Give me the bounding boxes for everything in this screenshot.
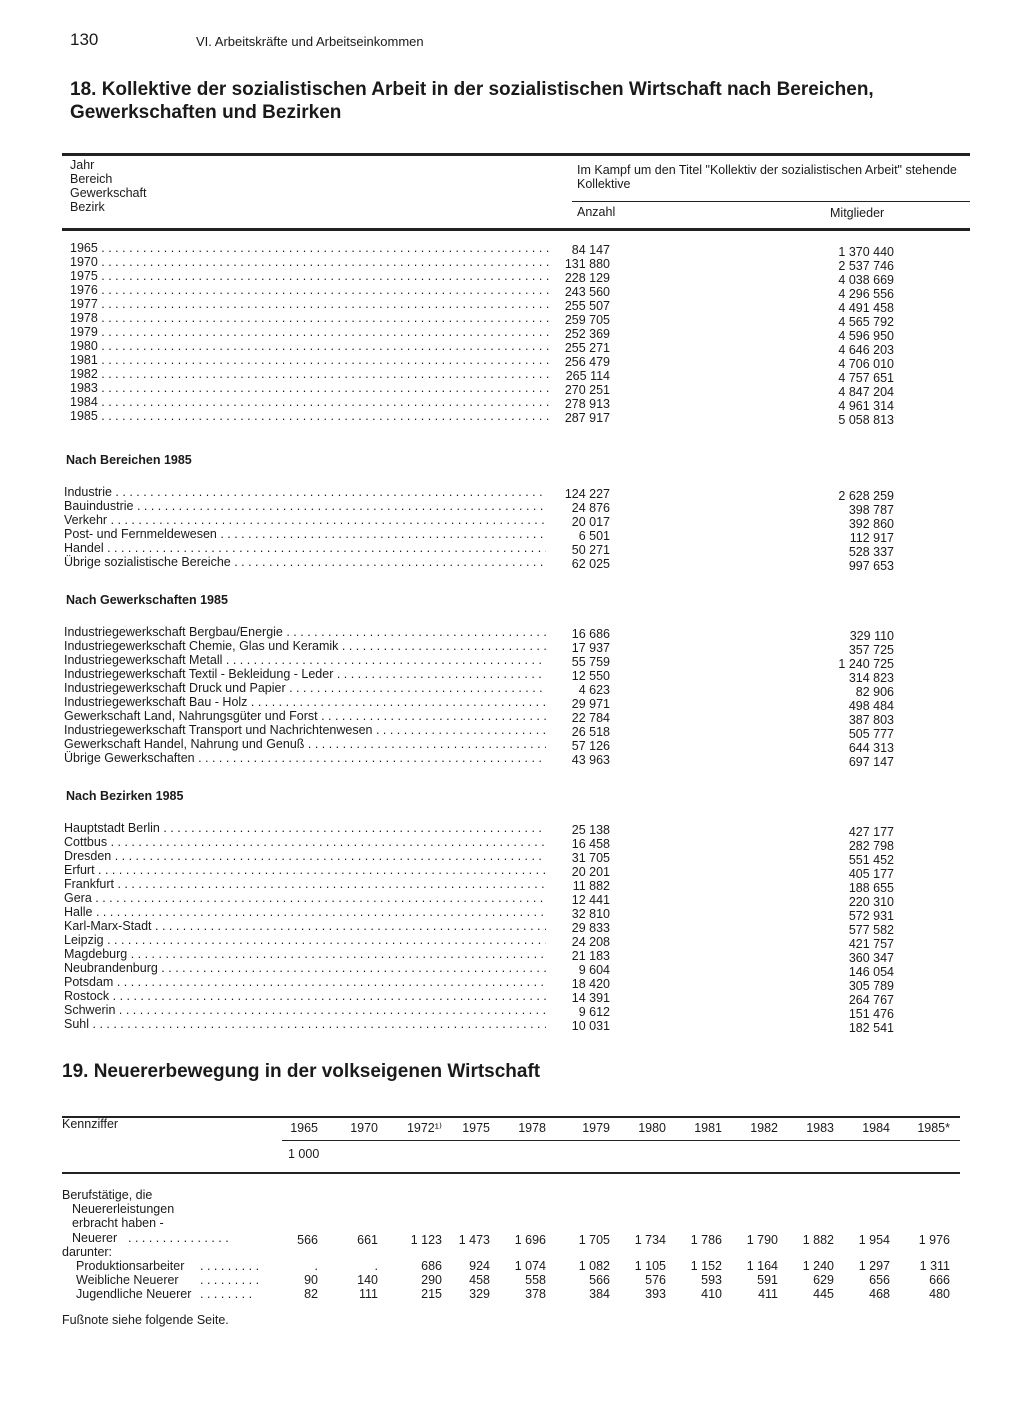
cell-value: 593 (701, 1273, 722, 1287)
mitglieder-value: 421 757 (848, 937, 894, 951)
cell-value: 1 705 (578, 1233, 610, 1247)
cell-value: 1 082 (578, 1259, 610, 1273)
row-label: Jugendliche Neuerer (76, 1287, 192, 1301)
row-label: Übrige sozialistische Bereiche . . . (64, 555, 546, 569)
anzahl-value: 243 560 (564, 285, 610, 299)
cell-value: 566 (297, 1233, 318, 1247)
anzahl-value: 55 759 (571, 655, 610, 669)
anzahl-value: 10 031 (571, 1019, 610, 1033)
mitglieder-value: 264 767 (848, 993, 894, 1007)
cell-value: 558 (525, 1273, 546, 1287)
footnote: Fußnote siehe folgende Seite. (62, 1313, 229, 1327)
row-label: Karl-Marx-Stadt . . . (64, 919, 546, 933)
anzahl-value: 14 391 (571, 991, 610, 1005)
table-row (64, 961, 894, 979)
table-row (64, 947, 894, 965)
mitglieder-value: 405 177 (848, 867, 894, 881)
table-19-top-rule (62, 1116, 960, 1118)
row-label: 1983 . . . (70, 381, 552, 395)
table-row (64, 975, 894, 993)
anzahl-value: 124 227 (564, 487, 610, 501)
mitglieder-value: 4 491 458 (838, 301, 894, 315)
row-label: Post- und Fernmeldewesen . . . (64, 527, 546, 541)
cell-value: 329 (469, 1287, 490, 1301)
row-label: Produktionsarbeiter (76, 1259, 185, 1273)
cell-value: 591 (757, 1273, 778, 1287)
cell-value: 656 (869, 1273, 890, 1287)
anzahl-value: 6 501 (578, 529, 610, 543)
mitglieder-value: 644 313 (848, 741, 894, 755)
cell-value: 629 (813, 1273, 834, 1287)
stub-header-line: Gewerkschaft (70, 186, 147, 200)
leader-dots: . . . . . . . . (200, 1287, 253, 1301)
cell-value: 393 (645, 1287, 666, 1301)
table-row (64, 919, 894, 937)
row-label: Industriegewerkschaft Transport und Nachrichtenwesen . . . (64, 723, 546, 737)
table-row (0, 1231, 1024, 1245)
mitglieder-value: 551 452 (848, 853, 894, 867)
anzahl-value: 20 201 (571, 865, 610, 879)
anzahl-value: 228 129 (564, 271, 610, 285)
anzahl-value: 4 623 (578, 683, 610, 697)
mitglieder-value: 5 058 813 (838, 413, 894, 427)
cell-value: 384 (589, 1287, 610, 1301)
mitglieder-value: 2 537 746 (838, 259, 894, 273)
unit-label: 1 000 (288, 1147, 320, 1161)
cell-value: 140 (357, 1273, 378, 1287)
table-row (64, 1017, 894, 1035)
mitglieder-value: 220 310 (848, 895, 894, 909)
cell-value: 215 (421, 1287, 442, 1301)
mitglieder-value: 398 787 (848, 503, 894, 517)
cell-value: 1 164 (746, 1259, 778, 1273)
table-row (0, 1259, 1024, 1273)
anzahl-value: 62 025 (571, 557, 610, 571)
row-label: 1970 . . . (70, 255, 552, 269)
stub-header-line: Bereich (70, 172, 113, 186)
row-label: 1977 . . . (70, 297, 552, 311)
year-header: 1975 (462, 1121, 490, 1135)
mitglieder-value: 427 177 (848, 825, 894, 839)
row-label: Industriegewerkschaft Bau - Holz . . . (64, 695, 546, 709)
cell-value: 90 (304, 1273, 318, 1287)
table-row (64, 835, 894, 853)
row-label: Industrie . . . (64, 485, 546, 499)
table-row (64, 639, 894, 657)
mitglieder-value: 146 054 (848, 965, 894, 979)
row-label: 1979 . . . (70, 325, 552, 339)
anzahl-value: 20 017 (571, 515, 610, 529)
cell-value: 1 311 (919, 1259, 950, 1273)
cell-value: 410 (701, 1287, 722, 1301)
mitglieder-value: 387 803 (848, 713, 894, 727)
mitglieder-value: 282 798 (848, 839, 894, 853)
cell-value: 1 954 (858, 1233, 890, 1247)
page-number: 130 (70, 30, 99, 49)
table-row (64, 989, 894, 1007)
mitglieder-value: 697 147 (848, 755, 894, 769)
anzahl-value: 259 705 (564, 313, 610, 327)
anzahl-value: 12 550 (571, 669, 610, 683)
year-header: 1980 (638, 1121, 666, 1135)
anzahl-value: 16 686 (571, 627, 610, 641)
mitglieder-value: 392 860 (848, 517, 894, 531)
anzahl-value: 270 251 (564, 383, 610, 397)
table-row (64, 541, 894, 559)
mitglieder-value: 112 917 (849, 531, 894, 545)
mitglieder-value: 4 646 203 (838, 343, 894, 357)
row-label: 1978 . . . (70, 311, 552, 325)
anzahl-value: 255 271 (564, 341, 610, 355)
anzahl-value: 252 369 (564, 327, 610, 341)
cell-value: 1 882 (802, 1233, 834, 1247)
section-heading: Nach Bezirken 1985 (66, 789, 184, 803)
anzahl-value: 16 458 (571, 837, 610, 851)
row-label: Industriegewerkschaft Textil - Bekleidung - Leder . . . (64, 667, 546, 681)
mitglieder-value: 4 706 010 (838, 357, 894, 371)
intro-line: Neuererleistungen (72, 1202, 175, 1216)
row-label: Verkehr . . . (64, 513, 546, 527)
cell-value: 82 (304, 1287, 318, 1301)
cell-value: . (314, 1259, 318, 1273)
cell-value: 566 (589, 1273, 610, 1287)
mitglieder-value: 4 296 556 (838, 287, 894, 301)
table-row (0, 1287, 1024, 1301)
anzahl-value: 278 913 (564, 397, 610, 411)
row-label: Industriegewerkschaft Druck und Papier . . . (64, 681, 546, 695)
row-label: Gewerkschaft Land, Nahrungsgüter und Forst . . . (64, 709, 546, 723)
mitglieder-value: 2 628 259 (838, 489, 894, 503)
cell-value: 1 790 (746, 1233, 778, 1247)
table-18-title: 18. Kollektive der sozialistischen Arbeit in der sozialistischen Wirtschaft nach Bereichen, Gewerkschaften und Bezirken (70, 79, 874, 123)
mitglieder-value: 505 777 (848, 727, 894, 741)
table-row (64, 625, 894, 643)
row-label: Schwerin . . . (64, 1003, 546, 1017)
year-header: 1970 (350, 1121, 378, 1135)
section-heading: Nach Bereichen 1985 (66, 453, 192, 467)
anzahl-value: 24 208 (571, 935, 610, 949)
mitglieder-value: 572 931 (848, 909, 894, 923)
mitglieder-value: 1 240 725 (838, 657, 894, 671)
table-row (64, 667, 894, 685)
row-label: Weibliche Neuerer (76, 1273, 179, 1287)
row-label: Neubrandenburg . . . (64, 961, 546, 975)
anzahl-value: 29 971 (571, 697, 610, 711)
bereiche-block (64, 453, 894, 573)
column-group-header: Im Kampf um den Titel "Kollektiv der sozialistischen Arbeit" stehende Kollektive (577, 163, 957, 191)
anzahl-value: 43 963 (571, 753, 610, 767)
table-18-top-rule (62, 153, 970, 156)
anzahl-value: 22 784 (571, 711, 610, 725)
mitglieder-value: 4 038 669 (838, 273, 894, 287)
cell-value: 661 (357, 1233, 378, 1247)
cell-value: 1 734 (634, 1233, 666, 1247)
year-header: 1979 (582, 1121, 610, 1135)
row-label: Cottbus . . . (64, 835, 546, 849)
mitglieder-value: 4 596 950 (838, 329, 894, 343)
table-row (64, 695, 894, 713)
table-row (64, 653, 894, 671)
row-label: darunter: (62, 1245, 113, 1259)
mitglieder-value: 4 961 314 (838, 399, 894, 413)
year-header: 1985* (917, 1121, 950, 1135)
anzahl-value: 50 271 (571, 543, 610, 557)
anzahl-value: 31 705 (571, 851, 610, 865)
table-row (64, 863, 894, 881)
cell-value: 1 074 (514, 1259, 546, 1273)
running-title: VI. Arbeitskräfte und Arbeitseinkommen (196, 34, 424, 49)
row-label: 1965 . . . (70, 241, 552, 255)
row-label: Halle . . . (64, 905, 546, 919)
anzahl-value: 9 604 (578, 963, 610, 977)
year-header: 1978 (518, 1121, 546, 1135)
anzahl-value: 18 420 (571, 977, 610, 991)
cell-value: 1 152 (690, 1259, 722, 1273)
table-row (64, 737, 894, 755)
row-label: Dresden . . . (64, 849, 546, 863)
year-header: 1972¹⁾ (406, 1121, 442, 1135)
mitglieder-value: 188 655 (848, 881, 894, 895)
table-19-header-rule (62, 1172, 960, 1174)
table-19-intro (62, 1188, 174, 1230)
row-label: 1975 . . . (70, 269, 552, 283)
anzahl-value: 256 479 (564, 355, 610, 369)
row-label: Magdeburg . . . (64, 947, 546, 961)
row-label: Handel . . . (64, 541, 546, 555)
row-label: Industriegewerkschaft Bergbau/Energie . . . (64, 625, 546, 639)
cell-value: 445 (813, 1287, 834, 1301)
cell-value: 111 (358, 1287, 378, 1301)
table-row (64, 681, 894, 699)
column-header-anzahl: Anzahl (577, 205, 616, 219)
table-19-body (0, 1231, 1024, 1301)
anzahl-value: 287 917 (564, 411, 610, 425)
anzahl-value: 25 138 (571, 823, 610, 837)
leader-dots: . . . . . . . . . . . . . . . (128, 1231, 229, 1245)
intro-line: erbracht haben - (72, 1216, 164, 1230)
row-label: Industriegewerkschaft Metall . . . (64, 653, 546, 667)
cell-value: 1 297 (858, 1259, 890, 1273)
mitglieder-value: 528 337 (848, 545, 894, 559)
anzahl-value: 12 441 (571, 893, 610, 907)
cell-value: 1 696 (514, 1233, 546, 1247)
row-label: Rostock . . . (64, 989, 546, 1003)
anzahl-value: 29 833 (571, 921, 610, 935)
cell-value: 468 (869, 1287, 890, 1301)
year-header: 1965 (290, 1121, 318, 1135)
row-label: 1976 . . . (70, 283, 552, 297)
row-label: Potsdam . . . (64, 975, 546, 989)
row-label: Übrige Gewerkschaften . . . (64, 751, 546, 765)
row-label: 1981 . . . (70, 353, 552, 367)
table-18-stub-header (70, 158, 146, 214)
row-label: Gewerkschaft Handel, Nahrung und Genuß . . . (64, 737, 546, 751)
table-row (64, 933, 894, 951)
anzahl-value: 26 518 (571, 725, 610, 739)
leader-dots: . . . . . . . . . (200, 1259, 260, 1273)
unit-rule (282, 1140, 960, 1141)
table-row (64, 751, 894, 769)
row-label: Frankfurt . . . (64, 877, 546, 891)
cell-value: 576 (645, 1273, 666, 1287)
cell-value: 1 240 (802, 1259, 834, 1273)
table-row (64, 499, 894, 517)
mitglieder-value: 305 789 (848, 979, 894, 993)
table-row (64, 723, 894, 741)
anzahl-value: 265 114 (565, 369, 610, 383)
cell-value: 411 (758, 1287, 778, 1301)
anzahl-value: 17 937 (571, 641, 610, 655)
cell-value: 686 (421, 1259, 442, 1273)
row-label: Gera . . . (64, 891, 546, 905)
table-row (64, 877, 894, 895)
table-row (64, 905, 894, 923)
cell-value: 458 (469, 1273, 490, 1287)
mitglieder-value: 4 847 204 (838, 385, 894, 399)
anzahl-value: 57 126 (571, 739, 610, 753)
mitglieder-value: 997 653 (848, 559, 894, 573)
row-label: Leipzig . . . (64, 933, 546, 947)
cell-value: 1 105 (634, 1259, 666, 1273)
row-label: Neuerer (72, 1231, 118, 1245)
table-row (64, 709, 894, 727)
mitglieder-value: 4 565 792 (838, 315, 894, 329)
year-header: 1982 (750, 1121, 778, 1135)
anzahl-value: 21 183 (571, 949, 610, 963)
mitglieder-value: 82 906 (855, 685, 894, 699)
row-label: Hauptstadt Berlin . . . (64, 821, 546, 835)
year-header: 1984 (862, 1121, 890, 1135)
table-row (64, 821, 894, 839)
table-row (64, 849, 894, 867)
gewerkschaften-block (64, 593, 894, 769)
mitglieder-value: 329 110 (849, 629, 894, 643)
mitglieder-value: 1 370 440 (838, 245, 894, 259)
mitglieder-value: 314 823 (848, 671, 894, 685)
mitglieder-value: 182 541 (848, 1021, 894, 1035)
row-label: Erfurt . . . (64, 863, 546, 877)
table-row (64, 513, 894, 531)
column-header-mitglieder: Mitglieder (830, 206, 885, 220)
mitglieder-value: 4 757 651 (838, 371, 894, 385)
table-row (64, 1003, 894, 1021)
table-row (64, 485, 894, 503)
cell-value: . (374, 1259, 378, 1273)
anzahl-value: 9 612 (578, 1005, 610, 1019)
table-row (64, 891, 894, 909)
row-label: 1980 . . . (70, 339, 552, 353)
table-row (64, 527, 894, 545)
column-group-rule (572, 201, 970, 202)
row-label: 1982 . . . (70, 367, 552, 381)
table-19-title: 19. Neuererbewegung in der volkseigenen Wirtschaft (62, 1061, 541, 1082)
table-18-header-rule (62, 228, 970, 231)
mitglieder-value: 151 476 (848, 1007, 894, 1021)
cell-value: 480 (929, 1287, 950, 1301)
year-header: 1983 (806, 1121, 834, 1135)
anzahl-value: 84 147 (571, 243, 610, 257)
cell-value: 290 (421, 1273, 442, 1287)
anzahl-value: 131 880 (564, 257, 610, 271)
cell-value: 1 123 (410, 1233, 442, 1247)
stub-header-line: Jahr (70, 158, 95, 172)
stub-header-line: Bezirk (70, 200, 105, 214)
intro-line: Berufstätige, die (62, 1188, 153, 1202)
mitglieder-value: 357 725 (848, 643, 894, 657)
row-label: Bauindustrie . . . (64, 499, 546, 513)
anzahl-value: 255 507 (564, 299, 610, 313)
bezirke-block (64, 789, 894, 1035)
cell-value: 924 (469, 1259, 490, 1273)
table-19-year-header (0, 1121, 1024, 1135)
leader-dots: . . . . . . . . . (200, 1273, 260, 1287)
anzahl-value: 11 882 (572, 879, 610, 893)
anzahl-value: 32 810 (571, 907, 610, 921)
section-heading: Nach Gewerkschaften 1985 (66, 593, 228, 607)
row-label: 1985 . . . (70, 409, 552, 423)
cell-value: 1 786 (690, 1233, 722, 1247)
table-row (64, 555, 894, 573)
cell-value: 1 976 (918, 1233, 950, 1247)
mitglieder-value: 498 484 (848, 699, 894, 713)
row-label: Suhl . . . (64, 1017, 546, 1031)
mitglieder-value: 577 582 (848, 923, 894, 937)
table-row (0, 1245, 1024, 1259)
column-header-kennziffer: Kennziffer (62, 1117, 119, 1131)
cell-value: 1 473 (458, 1233, 490, 1247)
cell-value: 378 (525, 1287, 546, 1301)
cell-value: 666 (929, 1273, 950, 1287)
year-header: 1981 (694, 1121, 722, 1135)
table-row (0, 1273, 1024, 1287)
mitglieder-value: 360 347 (848, 951, 894, 965)
row-label: Industriegewerkschaft Chemie, Glas und Keramik . . . (64, 639, 546, 653)
anzahl-value: 24 876 (571, 501, 610, 515)
row-label: 1984 . . . (70, 395, 552, 409)
